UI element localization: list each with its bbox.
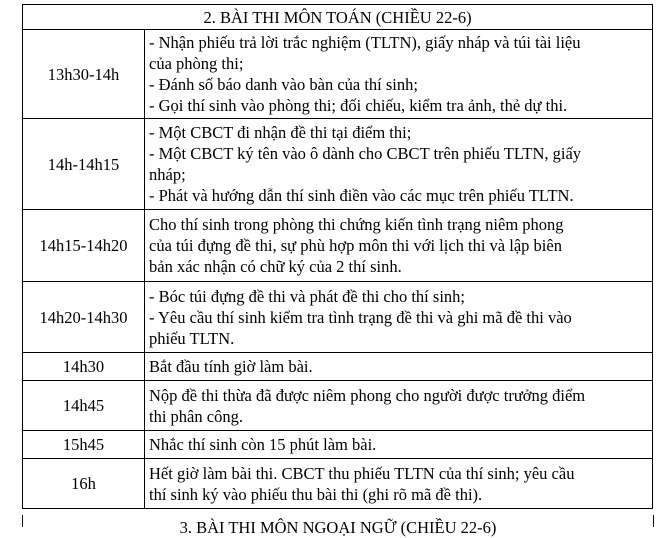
time-cell: 14h45 — [23, 381, 145, 431]
description-cell — [145, 282, 653, 353]
description-cell — [145, 381, 653, 431]
time-cell: 13h30-14h — [23, 30, 145, 119]
description-cell — [145, 353, 653, 381]
description-line: - Bóc túi đựng đề thi và phát đề thi cho thí sinh; — [149, 286, 465, 306]
schedule-table — [22, 4, 653, 509]
description-line: - Đánh số báo danh vào bàn của thí sinh; — [149, 75, 418, 94]
table-row — [23, 282, 653, 353]
description-cell — [145, 210, 653, 282]
time-cell: 15h45 — [23, 431, 145, 459]
description-line: - Gọi thí sinh vào phòng thi; đối chiếu, kiểm tra ảnh, thẻ dự thi. — [149, 96, 568, 115]
description-line: Nhắc thí sinh còn 15 phút làm bài. — [149, 435, 377, 454]
next-section-header — [22, 515, 654, 537]
description-line: nháp; — [149, 165, 186, 184]
description-line: - Một CBCT ký tên vào ô dành cho CBCT trên phiếu TLTN, giấy — [149, 144, 582, 163]
description-line: bản xác nhận có chữ ký của 2 thí sinh. — [149, 257, 402, 276]
table-row — [23, 210, 653, 282]
table-row — [23, 459, 653, 509]
time-cell: 16h — [23, 459, 145, 509]
table-row — [23, 30, 653, 119]
description-line: thí sinh ký vào phiếu thu bài thi (ghi rõ mã đề thi). — [149, 484, 483, 504]
schedule-document — [22, 4, 652, 509]
table-row — [23, 353, 653, 381]
table-row — [23, 431, 653, 459]
section-header-row — [23, 5, 653, 30]
table-row — [23, 119, 653, 210]
description-line: Hết giờ làm bài thi. CBCT thu phiếu TLTN của thí sinh; yêu cầu — [149, 463, 575, 483]
description-line: thi phân công. — [149, 406, 243, 426]
description-line: Cho thí sinh trong phòng thi chứng kiến tình trạng niêm phong — [149, 215, 564, 234]
description-line: phiếu TLTN. — [149, 328, 235, 348]
next-section-title: 3. BÀI THI MÔN NGOẠI NGỮ (CHIỀU 22-6) — [179, 518, 497, 537]
section-title: 2. BÀI THI MÔN TOÁN (CHIỀU 22-6) — [23, 5, 653, 30]
description-cell — [145, 459, 653, 509]
table-row — [23, 381, 653, 431]
time-cell: 14h-14h15 — [23, 119, 145, 210]
time-cell: 14h20-14h30 — [23, 282, 145, 353]
description-cell — [145, 119, 653, 210]
description-cell — [145, 30, 653, 119]
description-line: Nộp đề thi thừa đã được niêm phong cho người được trưởng điểm — [149, 385, 586, 405]
time-cell: 14h15-14h20 — [23, 210, 145, 282]
time-cell: 14h30 — [23, 353, 145, 381]
description-line: Bắt đầu tính giờ làm bài. — [149, 357, 313, 376]
description-cell — [145, 431, 653, 459]
description-line: của túi đựng đề thi, sự phù hợp môn thi với lịch thi và lập biên — [149, 236, 562, 255]
description-line: của phòng thi; — [149, 54, 244, 73]
description-line: - Một CBCT đi nhận đề thi tại điểm thi; — [149, 123, 412, 142]
description-line: - Nhận phiếu trả lời trắc nghiệm (TLTN), giấy nháp và túi tài liệu — [149, 33, 581, 52]
description-line: - Phát và hướng dẫn thí sinh điền vào các mục trên phiếu TLTN. — [149, 186, 574, 205]
description-line: - Yêu cầu thí sinh kiểm tra tình trạng đề thi và ghi mã đề thi vào — [149, 307, 572, 327]
